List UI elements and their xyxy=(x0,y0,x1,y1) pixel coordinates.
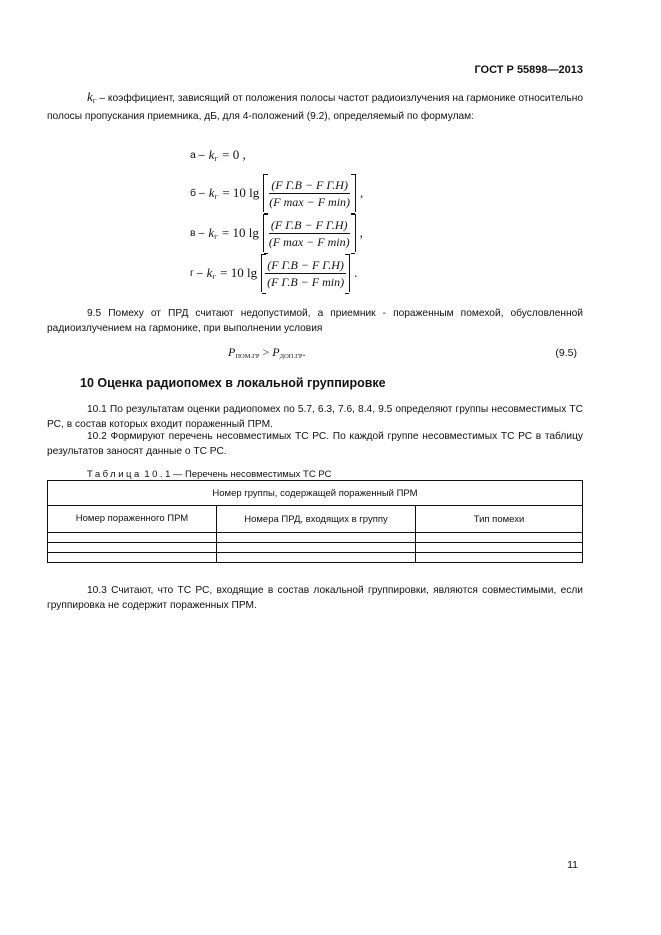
formula-g-numerator: (F Г.В − F Г.Н) xyxy=(267,257,344,272)
formula-g-k: $k_Г$ xyxy=(206,265,217,281)
formula-b-tail: , xyxy=(360,185,364,200)
table-caption-word: Таблица xyxy=(87,469,142,480)
table-row xyxy=(48,543,583,553)
formula-g-label: г – xyxy=(190,267,203,279)
table-col-header-1: Номер пораженного ПРМ xyxy=(48,506,217,533)
table-group-header: Номер группы, содержащей пораженный ПРМ xyxy=(48,481,583,506)
table-caption xyxy=(87,469,331,480)
formula-b xyxy=(190,174,363,212)
condition-tail: . xyxy=(302,345,306,359)
formula-v-numerator: (F Г.В − F Г.Н) xyxy=(270,217,348,232)
formula-g xyxy=(190,254,357,292)
formula-b-k: $k_Г$ xyxy=(208,185,219,201)
formula-v-bracket xyxy=(263,214,356,252)
k-symbol-sub: Г xyxy=(92,98,97,105)
intro-paragraph xyxy=(47,90,583,124)
formula-v-label: в – xyxy=(190,227,205,239)
formula-a xyxy=(190,147,246,163)
condition-operator: > xyxy=(262,345,270,359)
condition-left: P xyxy=(228,345,236,359)
table-caption-number: 10.1 xyxy=(144,469,173,480)
equation-number: (9.5) xyxy=(555,347,577,359)
condition-formula xyxy=(228,345,305,360)
formula-v-k: $k_Г$ xyxy=(208,225,218,241)
formula-v-denominator: (F max − F min) xyxy=(268,234,350,249)
condition-right-sub: ДОП.ГР xyxy=(279,353,303,360)
page-number: 11 xyxy=(567,859,578,871)
condition-right: P xyxy=(272,345,280,359)
section-10-heading: 10 Оценка радиопомех в локальной группировке xyxy=(80,376,386,390)
table-col-header-3: Тип помехи xyxy=(416,506,583,533)
table-col-header-2: Номера ПРД, входящих в группу xyxy=(217,506,416,533)
formula-v-eq: = 10 lg xyxy=(221,225,259,240)
formula-b-numerator: (F Г.В − F Г.Н) xyxy=(271,177,348,192)
condition-left-sub: ПОМ.ГР xyxy=(235,353,260,360)
formula-g-tail: . xyxy=(354,265,358,280)
results-table xyxy=(47,480,583,563)
document-code: ГОСТ Р 55898—2013 xyxy=(474,64,583,76)
formula-a-rhs: = 0 , xyxy=(222,147,246,162)
formula-b-label: б – xyxy=(190,187,205,199)
table-caption-text: — Перечень несовместимых ТС РС xyxy=(172,469,332,480)
formula-b-denominator: (F max − F min) xyxy=(269,194,351,209)
paragraph-9-5: 9.5 Помеху от ПРД считают недопустимой, а приемник - пораженным помехой, обусловленной радиоизлучением на гармонике, при выполнении условия xyxy=(47,308,583,334)
table-row xyxy=(48,553,583,563)
intro-text: – коэффициент, зависящий от положения полосы частот радиоизлучения на гармонике относительно полосы пропускания приемника, дБ, для 4-положений (9.2), определяемый по формулам: xyxy=(47,93,583,122)
paragraph-10-3: 10.3 Считают, что ТС РС, входящие в состав локальной группировки, являются совместимыми, если группировка не содержит пораженных ПРМ. xyxy=(47,585,583,611)
formula-v xyxy=(190,214,363,252)
formula-v-tail: , xyxy=(359,225,363,240)
formula-a-k: $k_Г$ xyxy=(208,147,219,163)
k-symbol: k xyxy=(87,89,93,104)
formula-g-denominator: (F Г.В − F min) xyxy=(267,274,345,289)
paragraph-10-1: 10.1 По результатам оценки радиопомех по 5.7, 6.3, 7.6, 8.4, 9.5 определяют группы несовместимых ТС РС, в состав которых входит пораженный ПРМ. xyxy=(47,404,583,430)
formula-b-eq: = 10 lg xyxy=(222,185,260,200)
formula-a-label: а – xyxy=(190,149,205,161)
paragraph-10-2: 10.2 Формируют перечень несовместимых ТС РС. По каждой группе несовместимых ТС РС в таблицу результатов заносят данные о ТС РС. xyxy=(47,431,583,457)
table-row xyxy=(48,533,583,543)
formula-b-bracket xyxy=(263,174,356,212)
formula-g-bracket xyxy=(261,254,350,292)
formula-g-eq: = 10 lg xyxy=(220,265,258,280)
